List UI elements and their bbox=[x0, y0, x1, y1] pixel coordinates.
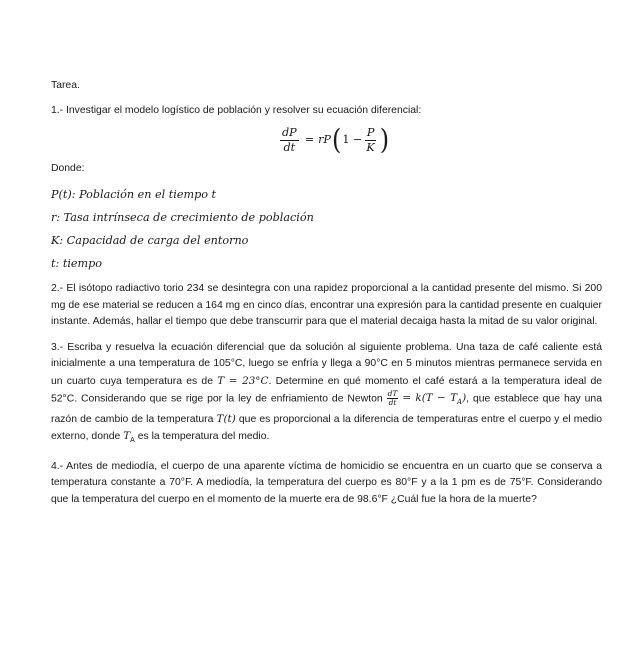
definition-time: t: tiempo bbox=[51, 257, 103, 270]
item4-paragraph: 4.- Antes de mediodía, el cuerpo de una aparente víctima de homicidio se encuentra en un cuarto que se conserva a temperatura constante a 70°F. A mediodía, la temperatura del cuerpo es 80°F y a la 1 pm es de 75°F. Considerando que la temperatura del cuerpo en el momento de la muerte era de 98.6°F ¿Cuál fue la hora de la muerte? bbox=[51, 460, 602, 505]
definition-growth-rate: r: Tasa intrínseca de crecimiento de población bbox=[51, 211, 314, 224]
ta-subscript: A bbox=[130, 437, 135, 445]
ambient-temp-value: T = 23°C bbox=[217, 374, 269, 387]
item3-paragraph bbox=[51, 340, 602, 450]
temperature-function: T(t) bbox=[216, 412, 236, 425]
dtdt-numerator: dT bbox=[387, 389, 398, 398]
item3-part5: es la temperatura del medio. bbox=[134, 431, 270, 443]
item2-paragraph: 2.- El isótopo radiactivo torio 234 se desintegra con una rapidez proporcional a la cantidad presente del mismo. Si 200 mg de ese material se reducen a 164 mg en cinco días, encontrar una expresión para la cantidad presente en cualquier instante. Además, hallar el tiempo que debe transcurrir para que el material decaiga hasta la mitad de su valor original. bbox=[51, 283, 602, 327]
pk-numerator: P bbox=[366, 125, 375, 139]
item3-part4: que es proporcional a la diferencia de temperaturas entre el cuerpo y el medio externo, donde bbox=[51, 413, 602, 443]
open-paren: ( bbox=[331, 123, 342, 157]
dpdt-denominator: dt bbox=[283, 140, 296, 154]
definition-capacity: K: Capacidad de carga del entorno bbox=[51, 234, 249, 247]
pk-fraction bbox=[364, 126, 376, 155]
dpdt-numerator: dP bbox=[282, 125, 297, 139]
equals-sign: = bbox=[304, 133, 315, 146]
definition-population: P(t): Población en el tiempo t bbox=[51, 188, 217, 201]
heading: Tarea. bbox=[51, 80, 80, 91]
close-paren: ) bbox=[379, 123, 390, 157]
ta-symbol: T bbox=[123, 430, 131, 443]
newton-close: ) bbox=[462, 392, 467, 405]
newton-law bbox=[387, 389, 467, 407]
logistic-equation bbox=[51, 119, 602, 161]
rp-term: rP bbox=[318, 133, 331, 146]
one-minus: 1 − bbox=[342, 133, 363, 146]
item3-part2: . Determine en qué momento el café estará a la temperatura ideal de 52°C. Considerando que se rige por la ley de enfriamiento de Newton bbox=[51, 375, 603, 405]
item3-part1: 3.- Escriba y resuelva la ecuación diferencial que da solución al siguiente problema. Una taza de café caliente está inicialmente a una temperatura de 105°C, luego se enfría y llega a 90°C en 5 minutos mientras permanece servida en un cuarto cuya temperatura es de bbox=[51, 341, 602, 387]
item1-text: 1.- Investigar el modelo logístico de población y resolver su ecuación diferencial: bbox=[51, 105, 422, 116]
dtdt-denominator: dt bbox=[388, 398, 397, 407]
item3-part3: , que establece que hay una razón de cambio de la temperatura bbox=[51, 393, 602, 425]
dtdt-fraction bbox=[387, 390, 399, 407]
newton-subscript: A bbox=[457, 398, 463, 407]
donde-label: Donde: bbox=[51, 163, 85, 174]
pk-denominator: K bbox=[366, 140, 375, 154]
dpdt-fraction bbox=[280, 126, 299, 155]
document-page bbox=[51, 78, 602, 508]
newton-rhs: = k(T − T bbox=[402, 392, 458, 405]
